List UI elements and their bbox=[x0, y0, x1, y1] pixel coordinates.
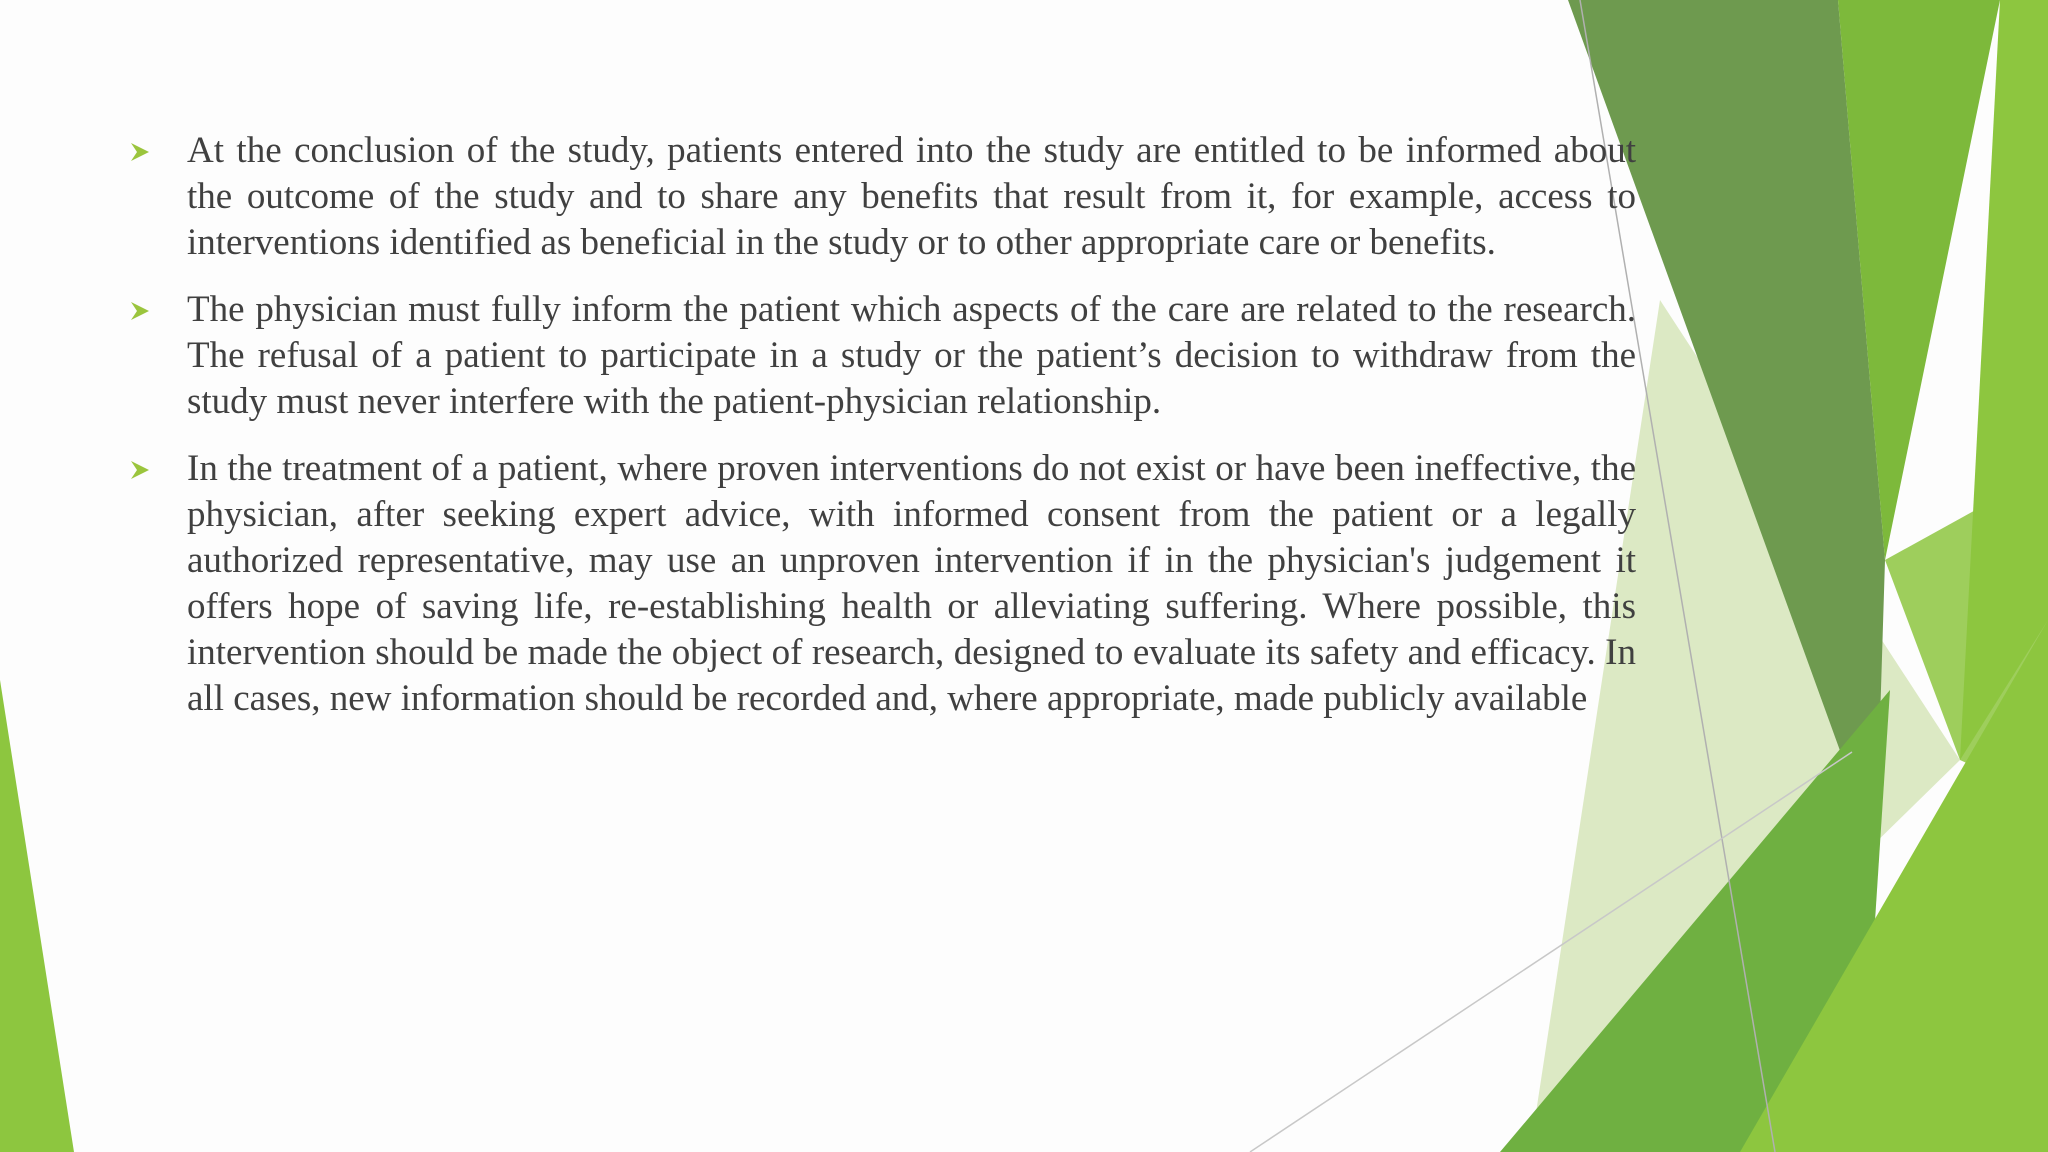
bullet-list bbox=[128, 128, 1636, 743]
bullet-text: At the conclusion of the study, patients entered into the study are entitled to be informed about the outcome of the study and to share any benefits that result from it, for example, access to interventions identified as beneficial in the study or to other appropriate care or benefits. bbox=[187, 130, 1636, 263]
bullet-text: In the treatment of a patient, where proven interventions do not exist or have been ineffective, the physician, after seeking expert advice, with informed consent from the patient or a legally authorized representative, may use an unproven intervention if in the physician's judgement it offers hope of saving life, re-establishing health or alleviating suffering. Where possible, this intervention should be made the object of research, designed to evaluate its safety and efficacy. In all cases, new information should be recorded and, where appropriate, made publicly available bbox=[187, 448, 1636, 719]
arrowhead-bullet-icon bbox=[130, 301, 150, 321]
left-green-sliver bbox=[0, 680, 74, 1152]
bullet-item bbox=[128, 446, 1636, 722]
arrowhead-bullet-icon bbox=[130, 460, 150, 480]
bullet-item bbox=[128, 128, 1636, 266]
arrowhead-bullet-icon bbox=[130, 142, 150, 162]
bullet-item bbox=[128, 287, 1636, 425]
bullet-text: The physician must fully inform the patient which aspects of the care are related to the research. The refusal of a patient to participate in a study or the patient’s decision to withdraw from the study must never interfere with the patient-physician relationship. bbox=[187, 289, 1636, 422]
